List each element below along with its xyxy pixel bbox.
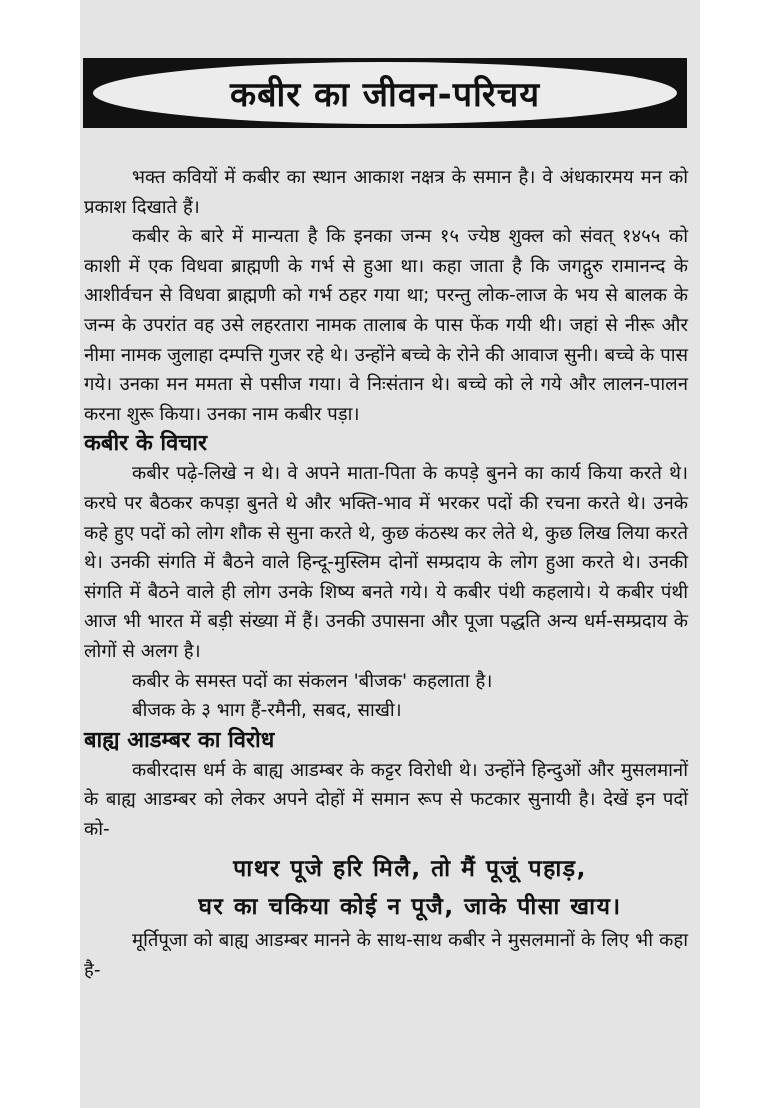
verse-line-1: पाथर पूजे हरि मिलै, तो मैं पूजूं पहाड़, (233, 856, 587, 883)
vichar-paragraph-2: कबीर के समस्त पदों का संकलन 'बीजक' कहलाता है। (132, 670, 493, 692)
article-body (84, 163, 688, 986)
virodh-paragraph: कबीरदास धर्म के बाह्य आडम्बर के कट्टर विरोधी थे। उन्होंने हिन्दुओं और मुसलमानों के बाह्य आडम्बर को लेकर अपने दोहों में समान रूप से फटकार सुनायी है। देखें इन पदों को- (84, 759, 688, 840)
section-heading-virodh: बाह्य आडम्बर का विरोध (84, 727, 275, 753)
title-ellipse (93, 62, 677, 124)
vichar-paragraph-1: कबीर पढ़े-लिखे न थे। वे अपने माता-पिता के कपड़े बुनने का कार्य किया करते थे। करघे पर बैठकर कपड़ा बुनते थे और भक्ति-भाव में भरकर पदों की रचना करते थे। उनके कहे हुए पदों को लोग शौक से सुना करते थे, कुछ कंठस्थ कर लेते थे, कुछ लिख लिया करते थे। उनकी संगति में बैठने वाले हिन्दू-मुस्लिम दोनों सम्प्रदाय के लोग हुआ करते थे। उनकी संगति में बैठने वाले ही लोग उनके शिष्य बनते गये। ये कबीर पंथी कहलाये। ये कबीर पंथी आज भी भारत में बड़ी संख्या में हैं। उनकी उपासना और पूजा पद्धति अन्य धर्म-सम्प्रदाय के लोगों से अलग है। (84, 463, 688, 662)
document-page (80, 0, 700, 1108)
section-heading-vichar: कबीर के विचार (84, 431, 207, 457)
intro-paragraph-2: कबीर के बारे में मान्यता है कि इनका जन्म १५ ज्येष्ठ शुक्ल को संवत् १४५५ को काशी में एक विधवा ब्राह्मणी के गर्भ से हुआ था। कहा जाता है कि जगद्गुरु रामानन्द के आशीर्वचन से विधवा ब्राह्मणी को गर्भ ठहर गया था; परन्तु लोक-लाज के भय से बालक के जन्म के उपरांत वह उसे लहरतारा नामक तालाब के पास फेंक गयी थी। जहां से नीरू और नीमा नामक जुलाहा दम्पत्ति गुजर रहे थे। उन्होंने बच्चे के रोने की आवाज सुनी। बच्चे के पास गये। उनका मन ममता से पसीज गया। वे निःसंतान थे। बच्चे को ले गये और लालन-पालन करना शुरू किया। उनका नाम कबीर पड़ा। (84, 226, 688, 425)
vichar-paragraph-3: बीजक के ३ भाग हैं-रमैनी, सबद, साखी। (132, 700, 402, 722)
intro-paragraph-1: भक्त कवियों में कबीर का स्थान आकाश नक्षत्र के समान है। वे अंधकारमय मन को प्रकाश दिखाते हैं। (84, 167, 688, 218)
closing-paragraph: मूर्तिपूजा को बाह्य आडम्बर मानने के साथ-साथ कबीर ने मुसलमानों के लिए भी कहा है- (84, 930, 688, 982)
title-banner (83, 58, 687, 128)
page-title: कबीर का जीवन-परिचय (229, 75, 541, 115)
verse-line-2: घर का चकिया कोई न पूजै, जाके पीसा खाय। (198, 894, 622, 921)
